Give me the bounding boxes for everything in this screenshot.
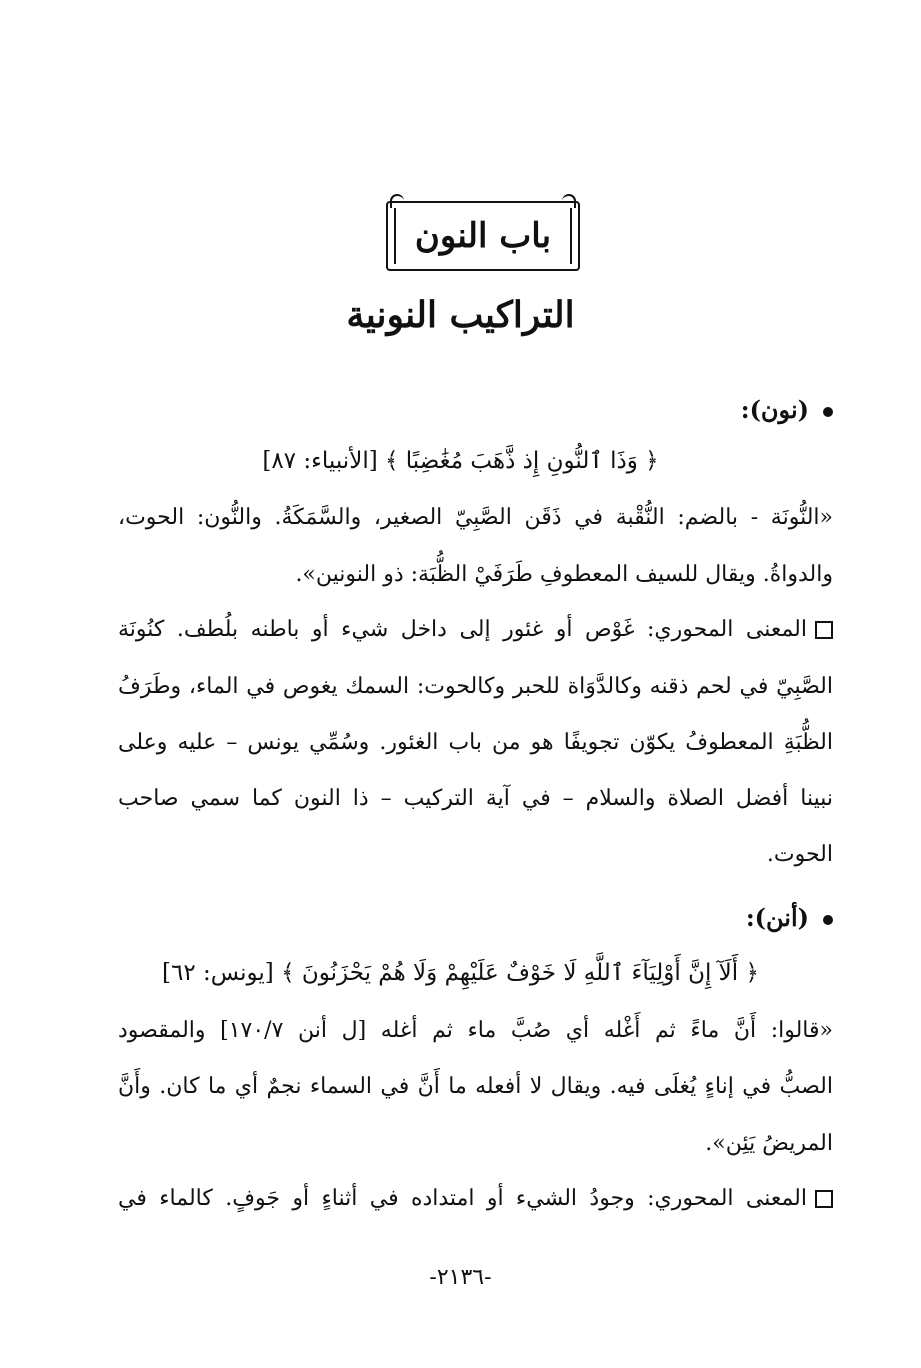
meaning-line: المعنى المحوري: وجودُ الشيء أو امتداده في أثناءٍ أو جَوفٍ. كالماء في bbox=[118, 1184, 833, 1214]
quran-verse: ﴿ وَذَا ٱلنُّونِ إِذ ذَّهَبَ مُغَٰضِبًا ﴾ [الأنبياء: ٨٧] bbox=[262, 448, 659, 474]
scroll-curl-right bbox=[562, 194, 576, 208]
quote-line: المريضُ يَئِن». bbox=[705, 1131, 833, 1156]
bullet-icon bbox=[823, 915, 833, 925]
meaning-line: الصَّبِيّ في لحم ذقنه وكالدَّوَاة للحبر وكالحوت: السمك يغوص في الماء، وطَرَفُ bbox=[118, 674, 833, 699]
square-icon bbox=[815, 1190, 833, 1208]
entry-heading: (نون): bbox=[118, 395, 833, 425]
quote-line: «النُّونَة - بالضم: النُّقْبة في ذَقَن الصَّبِيّ الصغير، والسَّمَكَةُ. والنُّون: الحوت، bbox=[118, 505, 833, 530]
meaning-line: الظُّبَةِ المعطوفُ يكوّن تجويفًا هو من باب الغئور. وسُمِّي يونس – عليه وعلى bbox=[118, 730, 833, 755]
scroll-curl-left bbox=[390, 194, 404, 208]
quran-verse: ﴿ أَلَآ إِنَّ أَوْلِيَآءَ ٱللَّهِ لَا خَوْفٌ عَلَيْهِمْ وَلَا هُمْ يَحْزَنُونَ ﴾ [يونس: ٦٢] bbox=[162, 960, 759, 986]
meaning-line: نبينا أفضل الصلاة والسلام – في آية التركيب – ذا النون كما سمي صاحب bbox=[118, 786, 833, 811]
quote-line: الصبُّ في إناءٍ يُغلَى فيه. ويقال لا أفعله ما أَنَّ في السماء نجمٌ أي ما كان. وأَنَّ bbox=[118, 1074, 833, 1099]
bullet-icon bbox=[823, 407, 833, 417]
entry-heading: (أنن): bbox=[118, 903, 833, 933]
section-title: التراكيب النونية bbox=[346, 294, 575, 336]
quote-line: والدواةُ. ويقال للسيف المعطوفِ طَرَفَيْ الظُّبَة: ذو النونين». bbox=[295, 562, 833, 587]
page-number: -٢١٣٦- bbox=[429, 1265, 492, 1290]
quote-line: «قالوا: أَنَّ ماءً ثم أَغْله أي صُبَّ ماء ثم أغله [ل أنن ١٧٠/٧] والمقصود bbox=[118, 1018, 833, 1043]
meaning-line: المعنى المحوري: غَوْص أو غئور إلى داخل شيء أو باطنه بلُطف. كنُونَة bbox=[118, 615, 833, 645]
chapter-title: باب النون bbox=[414, 216, 552, 256]
chapter-title-frame bbox=[386, 201, 580, 271]
square-icon bbox=[815, 621, 833, 639]
meaning-line: الحوت. bbox=[766, 842, 833, 867]
